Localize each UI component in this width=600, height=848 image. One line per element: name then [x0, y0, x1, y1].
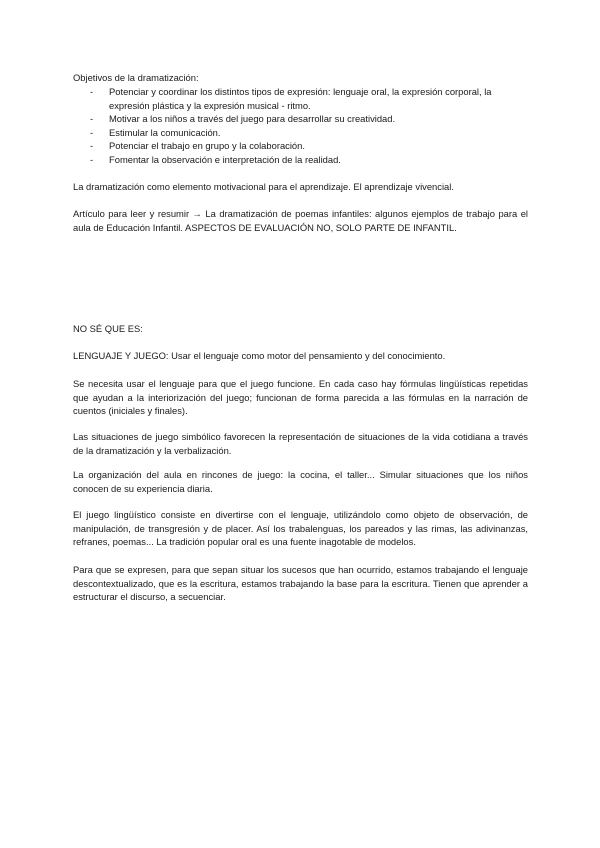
list-item-text: Fomentar la observación e interpretación de la realidad.: [109, 153, 341, 165]
paragraph-symbolic: Las situaciones de juego simbólico favorecen la representación de situaciones de la vida cotidiana a través de la dramatización y la verbalización.: [73, 431, 528, 456]
paragraph-language-game: LENGUAJE Y JUEGO: Usar el lenguaje como motor del pensamiento y del conocimiento.: [73, 350, 446, 361]
paragraph-linguistic-game: El juego lingüístico consiste en divertirse con el lenguaje, utilizándolo como objeto de observación, de manipulación, de transgresión y de placer. Así los trabalenguas, los pareados y las rimas, las adivinanzas, refranes, poemas... La tradición popular oral es una fuente inagotable de modelos.: [73, 509, 528, 547]
list-item: - Motivar a los niños a través del juego para desarrollar su creatividad.: [90, 113, 396, 124]
list-item-text: Potenciar y coordinar los distintos tipos de expresión: lenguaje oral, la expresión corporal, la expresión plástica y la expresión musical - ritmo.: [109, 86, 492, 111]
objectives-list: [73, 85, 528, 166]
paragraph-writing: Para que se expresen, para que sepan situar los sucesos que han ocurrido, estamos trabajando el lenguaje descontextualizado, que es la escritura, estamos trabajando la base para la escritura. Tienen que aprender a estructurar el discurso, a secuenciar.: [73, 564, 528, 602]
paragraph-corners: La organización del aula en rincones de juego: la cocina, el taller... Simular situaciones que los niños conocen de su experiencia diaria.: [73, 469, 528, 494]
objectives-title: Objetivos de la dramatización:: [73, 72, 199, 83]
paragraph-article: Artículo para leer y resumir → La dramatización de poemas infantiles: algunos ejemplos de trabajo para el aula de Educación Infantil. ASPECTOS DE EVALUACIÓN NO, SOLO PARTE DE INFANTIL.: [73, 208, 528, 233]
list-item: - Potenciar el trabajo en grupo y la colaboración.: [90, 140, 305, 151]
list-item: - Fomentar la observación e interpretación de la realidad.: [90, 153, 341, 165]
list-item: - Potenciar y coordinar los distintos tipos de expresión: lenguaje oral, la expresión corporal, la expresión plástica y la expresión musical - ritmo.: [90, 86, 492, 111]
list-item-text: Motivar a los niños a través del juego para desarrollar su creatividad.: [109, 113, 396, 124]
paragraph-formulas: Se necesita usar el lenguaje para que el juego funcione. En cada caso hay fórmulas lingüísticas repetidas que ayudan a la interiorización del juego; funcionan de forma parecida a las fórmulas en la narración de cuentos (iniciales y finales).: [73, 378, 528, 416]
paragraph-motivational: La dramatización como elemento motivacional para el aprendizaje. El aprendizaje vivencial.: [73, 181, 454, 192]
list-item-text: Potenciar el trabajo en grupo y la colaboración.: [109, 140, 305, 151]
paragraph-unknown: NO SÉ QUE ES:: [73, 323, 143, 334]
list-item-text: Estimular la comunicación.: [109, 126, 221, 138]
list-item: - Estimular la comunicación.: [90, 126, 221, 138]
